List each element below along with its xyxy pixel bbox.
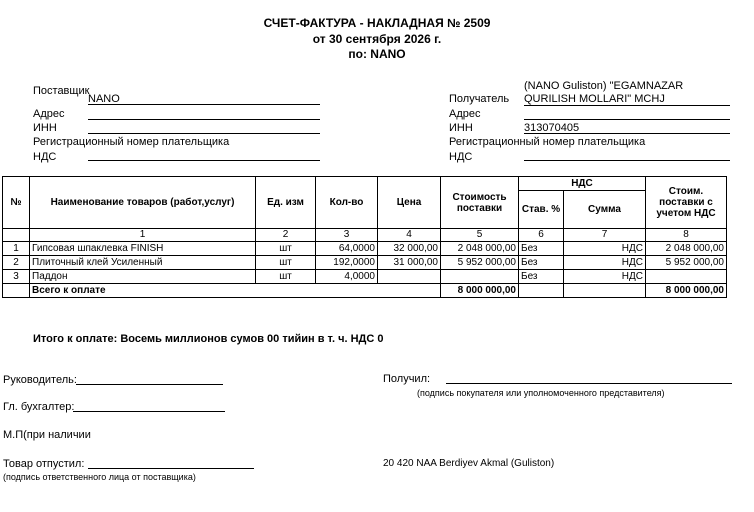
invoice-table — [2, 176, 727, 298]
cell-rate: Без — [519, 256, 564, 270]
buyer-address-label: Адрес — [449, 108, 481, 120]
cell-cost — [441, 270, 519, 284]
cell-sum: НДС — [564, 256, 646, 270]
cell-sum: НДС — [564, 242, 646, 256]
buyer-label: Получатель — [449, 93, 510, 105]
buyer-reg-label: Регистрационный номер плательщика — [449, 136, 646, 148]
supplier-address-line — [88, 119, 320, 120]
cell-unit: шт — [256, 256, 316, 270]
header-no: № — [3, 177, 30, 229]
supplier-label: Поставщик — [33, 85, 90, 97]
cell-qty: 4,0000 — [316, 270, 378, 284]
supplier-nds-label: НДС — [33, 151, 57, 163]
cell-qty: 192,0000 — [316, 256, 378, 270]
col-number: 3 — [316, 229, 378, 242]
col-number: 6 — [519, 229, 564, 242]
cell-total: 2 048 000,00 — [646, 242, 727, 256]
head-label: Руководитель: — [3, 374, 77, 386]
table-row — [3, 256, 727, 270]
col-number: 7 — [564, 229, 646, 242]
header-sum: Сумма — [564, 191, 646, 229]
supplier-reg-label: Регистрационный номер плательщика — [33, 136, 230, 148]
table-total-row — [3, 284, 727, 298]
buyer-nds-label: НДС — [449, 151, 473, 163]
cell-rate: Без — [519, 242, 564, 256]
cell-price — [378, 270, 441, 284]
cell-name: Паддон — [30, 270, 256, 284]
buyer-name-line1: (NANO Guliston) "EGAMNAZAR — [524, 80, 684, 92]
column-number-row — [3, 229, 727, 242]
buyer-inn-line — [524, 133, 730, 134]
released-label: Товар отпустил: — [3, 458, 85, 470]
cell-price: 31 000,00 — [378, 256, 441, 270]
total-cost: 8 000 000,00 — [441, 284, 519, 298]
buyer-name-line — [524, 105, 730, 106]
cell-name: Плиточный клей Усиленный — [30, 256, 256, 270]
cell-sum: НДС — [564, 270, 646, 284]
cell-cost: 2 048 000,00 — [441, 242, 519, 256]
header-unit: Ед. изм — [256, 177, 316, 229]
invoice-title: СЧЕТ-ФАКТУРА - НАКЛАДНАЯ № 2509 — [263, 16, 491, 30]
driver-info: 20 420 NAA Berdiyev Akmal (Guliston) — [383, 458, 555, 469]
col-number — [3, 229, 30, 242]
buyer-inn: 313070405 — [524, 122, 580, 134]
accountant-label: Гл. бухгалтер: — [3, 401, 75, 413]
header-total: Стоим. поставки с учетом НДС — [646, 177, 727, 229]
cell-no: 2 — [3, 256, 30, 270]
cell-price: 32 000,00 — [378, 242, 441, 256]
cell-no: 1 — [3, 242, 30, 256]
total-empty-cell — [564, 284, 646, 298]
col-number: 1 — [30, 229, 256, 242]
header-cost: Стоимость поставки — [441, 177, 519, 229]
supplier-name: NANO — [88, 93, 120, 105]
cell-total — [646, 270, 727, 284]
buyer-name-line2: QURILISH MOLLARI" MCHJ — [524, 93, 665, 105]
total-label: Всего к оплате — [30, 284, 441, 298]
col-number: 2 — [256, 229, 316, 242]
accountant-signature-line — [73, 411, 225, 412]
cell-rate: Без — [519, 270, 564, 284]
received-signature-line — [446, 383, 732, 384]
supplier-inn-label: ИНН — [33, 122, 57, 134]
total-empty-cell — [3, 284, 30, 298]
cell-cost: 5 952 000,00 — [441, 256, 519, 270]
buyer-address-line — [524, 119, 730, 120]
header-qty: Кол-во — [316, 177, 378, 229]
header-rate: Став. % — [519, 191, 564, 229]
header-name: Наименование товаров (работ,услуг) — [30, 177, 256, 229]
head-signature-line — [76, 384, 223, 385]
table-row — [3, 270, 727, 284]
table-row — [3, 242, 727, 256]
total-with-nds: 8 000 000,00 — [646, 284, 727, 298]
supplier-name-line — [88, 104, 320, 105]
header-nds: НДС — [519, 177, 646, 191]
supplier-reg-line — [88, 160, 320, 161]
col-number: 4 — [378, 229, 441, 242]
cell-total: 5 952 000,00 — [646, 256, 727, 270]
cell-qty: 64,0000 — [316, 242, 378, 256]
received-note: (подпись покупателя или уполномоченного представителя) — [417, 388, 665, 398]
supplier-inn-line — [88, 133, 320, 134]
col-number: 8 — [646, 229, 727, 242]
received-label: Получил: — [383, 373, 431, 385]
released-signature-line — [88, 468, 254, 469]
released-note: (подпись ответственного лица от поставщика) — [3, 472, 196, 482]
stamp-label: М.П(при наличии — [3, 429, 91, 441]
col-number: 5 — [441, 229, 519, 242]
buyer-reg-line — [524, 160, 730, 161]
header-price: Цена — [378, 177, 441, 229]
total-empty-cell — [519, 284, 564, 298]
amount-in-words: Итого к оплате: Восемь миллионов сумов 00 тийин в т. ч. НДС 0 — [33, 333, 384, 345]
supplier-address-label: Адрес — [33, 108, 65, 120]
table-header-row — [3, 177, 727, 191]
cell-name: Гипсовая шпаклевка FINISH — [30, 242, 256, 256]
cell-no: 3 — [3, 270, 30, 284]
invoice-contract: по: NANO — [348, 47, 406, 61]
invoice-date: от 30 сентября 2026 г. — [312, 32, 442, 46]
cell-unit: шт — [256, 270, 316, 284]
buyer-inn-label: ИНН — [449, 122, 473, 134]
cell-unit: шт — [256, 242, 316, 256]
